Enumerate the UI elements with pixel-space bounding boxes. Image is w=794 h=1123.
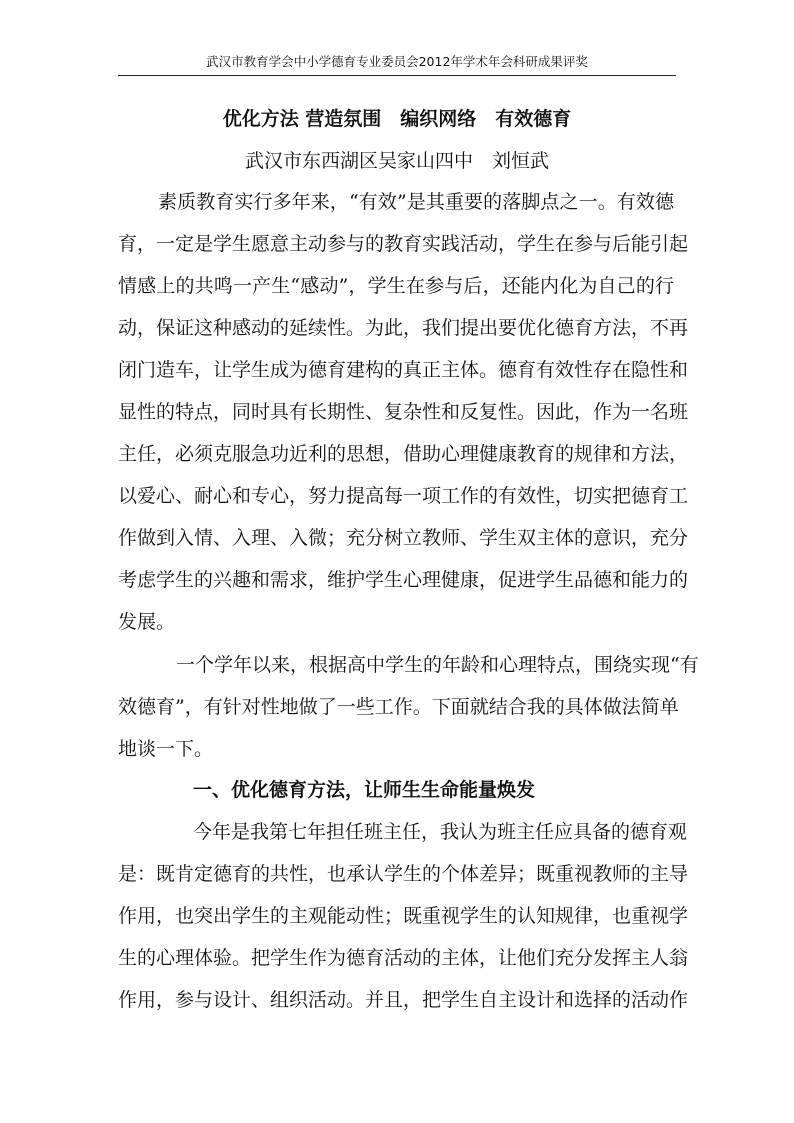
article-title: 优化方法 营造氛围 编织网络 有效德育 [222,108,572,130]
paragraph-line: 育，一定是学生愿意主动参与的教育实践活动，学生在参与后能引起 [118,233,689,255]
paragraph-line: 素质教育实行多年来，“有效”是其重要的落脚点之一。有效德 [158,191,674,213]
paragraph-line: 以爱心、耐心和专心，努力提高每一项工作的有效性，切实把德育工 [118,485,689,507]
paragraph-line: 作做到入情、入理、入微；充分树立教师、学生双主体的意识，充分 [118,527,689,549]
paragraph-line: 地谈一下。 [118,738,214,760]
paragraph-line: 显性的特点，同时具有长期性、复杂性和反复性。因此，作为一名班 [118,401,689,423]
paragraph-line: 一个学年以来，根据高中学生的年龄和心理特点，围绕实现“有 [176,654,699,676]
paragraph-line: 主任，必须克服急功近利的思想，借助心理健康教育的规律和方法， [118,443,689,465]
paragraph-line: 情感上的共鸣一产生“感动”，学生在参与后，还能内化为自己的行 [118,275,674,297]
author-line: 武汉市东西湖区吴家山四中 刘恒武 [244,150,549,172]
running-header: 武汉市教育学会中小学德育专业委员会2012年学术年会科研成果评奖 [118,52,676,76]
paragraph-line: 今年是我第七年担任班主任，我认为班主任应具备的德育观 [193,821,688,843]
section-heading: 一、优化德育方法，让师生生命能量焕发 [193,779,536,801]
paragraph-line: 考虑学生的兴趣和需求，维护学生心理健康，促进学生品德和能力的 [118,569,689,591]
paragraph-line: 效德育”，有针对性地做了一些工作。下面就结合我的具体做法简单 [118,696,679,718]
paragraph-line: 生的心理体验。把学生作为德育活动的主体，让他们充分发挥主人翁 [118,947,689,969]
paragraph-line: 作用，也突出学生的主观能动性；既重视学生的认知规律，也重视学 [118,905,689,927]
paragraph-line: 发展。 [118,611,176,633]
paragraph-line: 闭门造车，让学生成为德育建构的真正主体。德育有效性存在隐性和 [118,359,689,381]
paragraph-line: 作用，参与设计、组织活动。并且，把学生自主设计和选择的活动作 [118,989,689,1011]
paragraph-line: 是：既肯定德育的共性，也承认学生的个体差异；既重视教师的主导 [118,863,689,885]
paragraph-line: 动，保证这种感动的延续性。为此，我们提出要优化德育方法，不再 [118,317,689,339]
